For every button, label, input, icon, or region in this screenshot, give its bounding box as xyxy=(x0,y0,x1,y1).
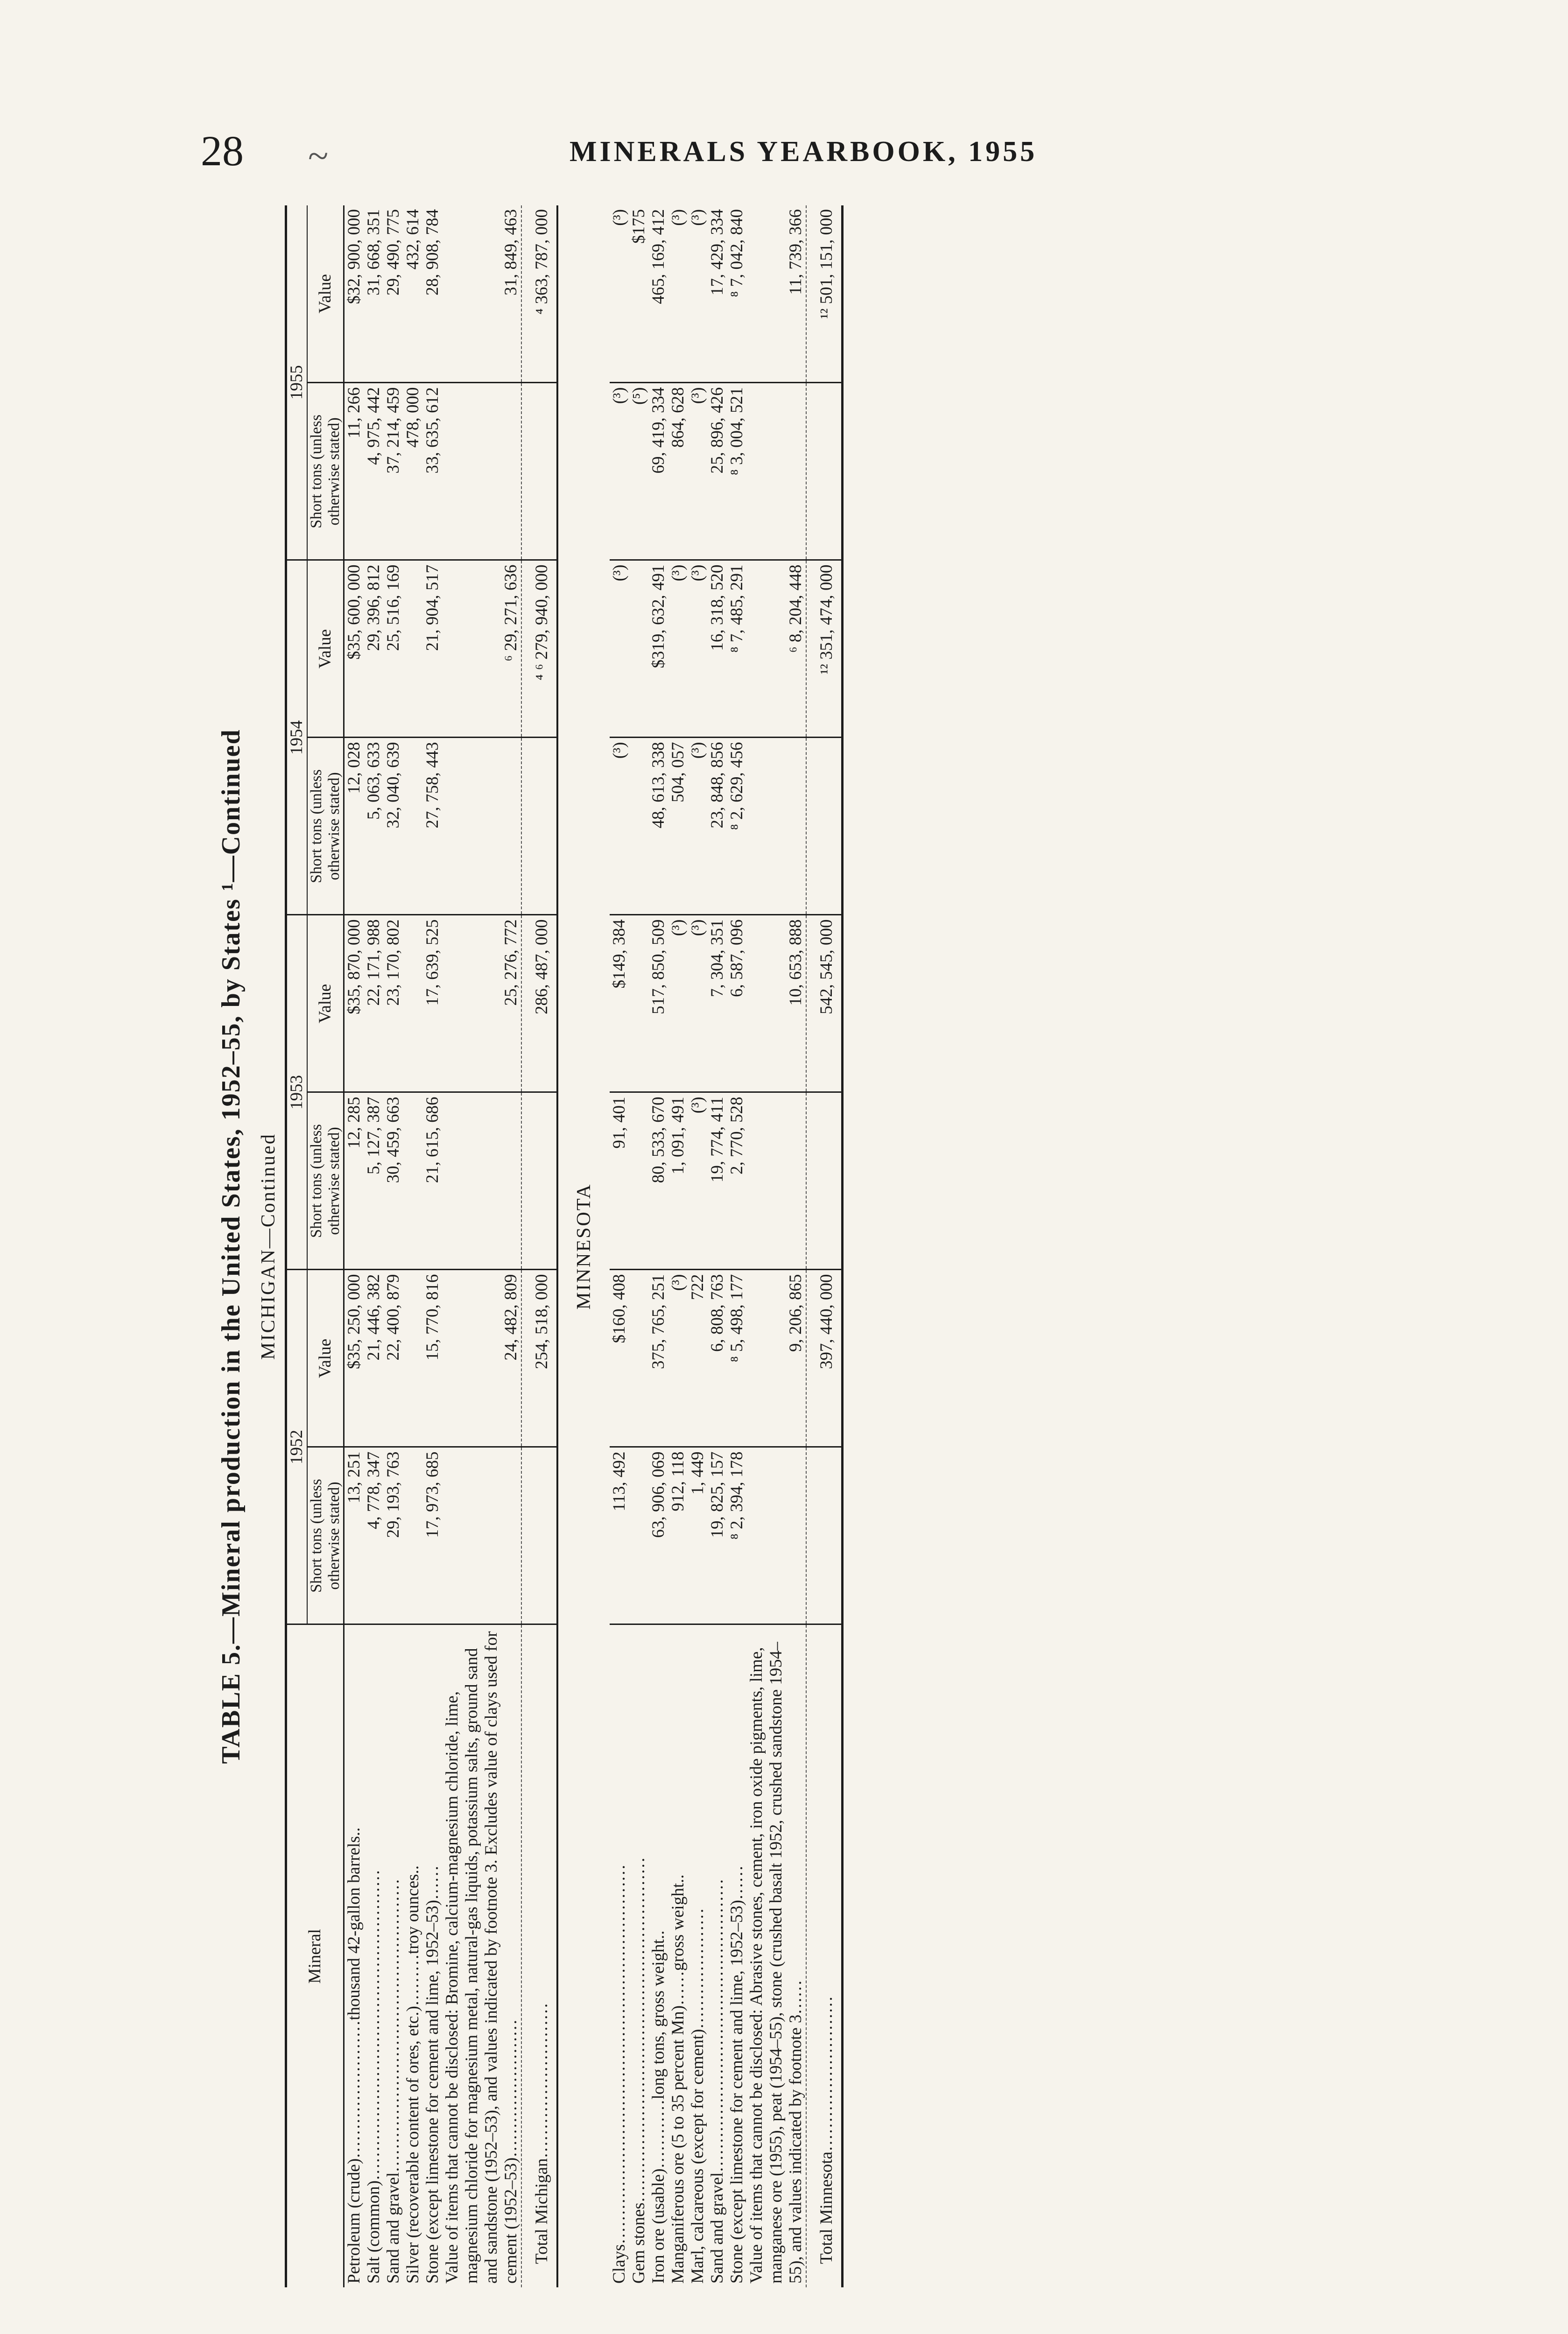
cell-quantity: 912, 118 xyxy=(668,1447,688,1624)
cell-quantity: (⁵) xyxy=(629,383,649,560)
cell-value: (³) xyxy=(668,205,688,383)
cell-quantity: 25, 896, 426 xyxy=(708,383,727,560)
mineral-label: Sand and gravel…………………………………………… xyxy=(384,1878,403,2284)
cell-value: (³) xyxy=(668,560,688,738)
mineral-label: Manganiferous ore (5 to 35 percent Mn)……gross weight.. xyxy=(668,1874,688,2284)
cell-quantity: 19, 825, 157 xyxy=(708,1447,727,1624)
cell-value: 11, 739, 366 xyxy=(747,205,806,383)
cell-quantity: 4, 778, 347 xyxy=(364,1447,384,1624)
table-row xyxy=(610,205,629,2287)
cell-value: $35, 600, 000 xyxy=(344,560,365,738)
running-head xyxy=(201,126,1256,177)
cell-quantity: 4, 975, 442 xyxy=(364,383,384,560)
cell-quantity xyxy=(403,738,423,915)
table-row xyxy=(668,205,688,2287)
cell-value: ⁸ 7, 042, 840 xyxy=(727,205,747,383)
cell-quantity: 2, 770, 528 xyxy=(727,1092,747,1270)
total-label: Total Michigan……………………… xyxy=(521,1624,557,2287)
cell-quantity: 864, 628 xyxy=(668,383,688,560)
cell-value: 25, 276, 772 xyxy=(443,915,521,1092)
table-row xyxy=(708,205,727,2287)
section-title-michigan: MICHIGAN—Continued xyxy=(258,1133,279,1360)
cell-value: (³) xyxy=(668,1270,688,1447)
mineral-label: Marl, calcareous (except for cement)………………… xyxy=(688,1908,707,2284)
column-header-value: Value xyxy=(307,1270,344,1447)
cell-value: 31, 849, 463 xyxy=(443,205,521,383)
rotated-table-block xyxy=(210,205,1288,2287)
table-row xyxy=(747,205,806,2287)
cell-value: 432, 614 xyxy=(403,205,423,383)
cell-quantity xyxy=(747,738,806,915)
total-value: 254, 518, 000 xyxy=(521,1270,557,1447)
cell-quantity: 17, 973, 685 xyxy=(423,1447,443,1624)
cell-quantity: 33, 635, 612 xyxy=(423,383,443,560)
column-header-quantity: Short tons (unless otherwise stated) xyxy=(307,1092,344,1270)
table-row xyxy=(649,205,668,2287)
cell-quantity: 48, 613, 338 xyxy=(649,738,668,915)
cell-value: 722 xyxy=(688,1270,708,1447)
cell-value: (³) xyxy=(688,560,708,738)
total-value: 542, 545, 000 xyxy=(806,915,843,1092)
table-row xyxy=(727,205,747,2287)
table-row xyxy=(443,205,521,2287)
printer-mark-icon: ~ xyxy=(308,136,329,177)
cell-quantity xyxy=(403,1092,423,1270)
cell-quantity: 1, 091, 491 xyxy=(668,1092,688,1270)
table-row xyxy=(423,205,443,2287)
cell-value: ⁶ 29, 271, 636 xyxy=(443,560,521,738)
cell-value xyxy=(403,915,423,1092)
mineral-label: Sand and gravel…………………………………………… xyxy=(708,1878,727,2284)
cell-value: 17, 639, 525 xyxy=(423,915,443,1092)
cell-quantity xyxy=(443,738,521,915)
table-row xyxy=(688,205,708,2287)
cell-quantity xyxy=(629,1092,649,1270)
cell-value: (³) xyxy=(668,915,688,1092)
running-title: MINERALS YEARBOOK, 1955 xyxy=(570,136,1038,168)
cell-value: $35, 250, 000 xyxy=(344,1270,365,1447)
page-number: 28 xyxy=(201,127,244,175)
cell-quantity: 80, 533, 670 xyxy=(649,1092,668,1270)
cell-quantity xyxy=(443,1092,521,1270)
cell-value: 375, 765, 251 xyxy=(649,1270,668,1447)
column-header-value: Value xyxy=(307,915,344,1092)
cell-quantity: 12, 028 xyxy=(344,738,365,915)
cell-quantity: (³) xyxy=(688,1092,708,1270)
table-row xyxy=(384,205,403,2287)
cell-value: $149, 384 xyxy=(610,915,629,1092)
cell-value xyxy=(629,1270,649,1447)
cell-quantity: 11, 266 xyxy=(344,383,365,560)
column-header-mineral: Mineral xyxy=(286,1624,344,2287)
cell-value: $35, 870, 000 xyxy=(344,915,365,1092)
mineral-label: Petroleum (crude)……………………thousand 42-gallon barrels.. xyxy=(345,1827,364,2284)
total-row-minnesota xyxy=(806,205,843,2287)
total-value: ⁴ ⁶ 279, 940, 000 xyxy=(521,560,557,738)
cell-value: $32, 900, 000 xyxy=(344,205,365,383)
cell-quantity: (³) xyxy=(610,383,629,560)
column-header-value: Value xyxy=(307,560,344,738)
cell-quantity: ⁸ 2, 629, 456 xyxy=(727,738,747,915)
cell-value: 465, 169, 412 xyxy=(649,205,668,383)
mineral-label: Value of items that cannot be disclosed: Abrasive stones, cement, iron oxide pigments, lime, manganese ore (1955), peat (1954–55), stone (crushed basalt 1952, crushed sandstone 1954–55), and values indicated by footnote 3…… xyxy=(747,1642,805,2284)
mineral-label: Silver (recoverable content of ores, etc.)………troy ounces.. xyxy=(403,1865,422,2284)
cell-value: 16, 318, 520 xyxy=(708,560,727,738)
cell-quantity: 27, 758, 443 xyxy=(423,738,443,915)
cell-value: (³) xyxy=(610,560,629,738)
column-header-value: Value xyxy=(307,205,344,383)
cell-value: 29, 396, 812 xyxy=(364,560,384,738)
total-value: ⁴ 363, 787, 000 xyxy=(521,205,557,383)
cell-quantity: 12, 285 xyxy=(344,1092,365,1270)
section-title-minnesota: MINNESOTA xyxy=(557,205,610,2287)
cell-quantity: 19, 774, 411 xyxy=(708,1092,727,1270)
cell-value xyxy=(629,915,649,1092)
cell-value: 23, 170, 802 xyxy=(384,915,403,1092)
cell-value: 25, 516, 169 xyxy=(384,560,403,738)
cell-value: 21, 904, 517 xyxy=(423,560,443,738)
cell-value: ⁸ 7, 485, 291 xyxy=(727,560,747,738)
cell-quantity xyxy=(747,1447,806,1624)
cell-value: (³) xyxy=(688,915,708,1092)
total-label: Total Minnesota……………………… xyxy=(806,1624,843,2287)
cell-quantity: 91, 401 xyxy=(610,1092,629,1270)
cell-value xyxy=(629,560,649,738)
cell-quantity: 21, 615, 686 xyxy=(423,1092,443,1270)
total-value: ¹² 351, 474, 000 xyxy=(806,560,843,738)
cell-value: 21, 446, 382 xyxy=(364,1270,384,1447)
cell-quantity: 63, 906, 069 xyxy=(649,1447,668,1624)
cell-value xyxy=(403,1270,423,1447)
mineral-label: Stone (except limestone for cement and lime, 1952–53)…… xyxy=(423,1865,442,2284)
cell-value: (³) xyxy=(688,205,708,383)
year-header-1953: 1953 xyxy=(286,915,308,1270)
cell-quantity xyxy=(443,383,521,560)
cell-quantity: (³) xyxy=(610,738,629,915)
mineral-label: Iron ore (usable)…………long tons, gross weight.. xyxy=(649,1930,668,2284)
cell-quantity xyxy=(747,383,806,560)
cell-value: 517, 850, 509 xyxy=(649,915,668,1092)
cell-quantity: (³) xyxy=(688,738,708,915)
year-header-1952: 1952 xyxy=(286,1270,308,1624)
mineral-label: Salt (common)……………………………………………… xyxy=(364,1870,383,2284)
total-value: 397, 440, 000 xyxy=(806,1270,843,1447)
cell-quantity: ⁸ 2, 394, 178 xyxy=(727,1447,747,1624)
cell-quantity: 23, 848, 856 xyxy=(708,738,727,915)
cell-value: 22, 171, 988 xyxy=(364,915,384,1092)
cell-quantity: (³) xyxy=(688,383,708,560)
cell-value: 6, 808, 763 xyxy=(708,1270,727,1447)
section-row-minnesota xyxy=(557,205,610,2287)
cell-value xyxy=(403,560,423,738)
cell-value: 17, 429, 334 xyxy=(708,205,727,383)
total-value: 286, 487, 000 xyxy=(521,915,557,1092)
cell-value: 24, 482, 809 xyxy=(443,1270,521,1447)
cell-quantity: 69, 419, 334 xyxy=(649,383,668,560)
total-row-michigan xyxy=(521,205,557,2287)
cell-quantity xyxy=(629,1447,649,1624)
cell-value: ⁸ 5, 498, 177 xyxy=(727,1270,747,1447)
cell-value: 9, 206, 865 xyxy=(747,1270,806,1447)
mineral-label: Stone (except limestone for cement and lime, 1952–53)…… xyxy=(727,1865,746,2284)
cell-value: $160, 408 xyxy=(610,1270,629,1447)
cell-value: 7, 304, 351 xyxy=(708,915,727,1092)
mineral-label: Gem stones…………………………………………………… xyxy=(629,1857,648,2284)
mineral-label: Clays………………………………………………………… xyxy=(610,1864,629,2284)
cell-quantity: 29, 193, 763 xyxy=(384,1447,403,1624)
year-header-1954: 1954 xyxy=(286,560,308,915)
cell-quantity: 30, 459, 663 xyxy=(384,1092,403,1270)
cell-quantity: 32, 040, 639 xyxy=(384,738,403,915)
column-header-quantity: Short tons (unless otherwise stated) xyxy=(307,1447,344,1624)
cell-quantity xyxy=(443,1447,521,1624)
table-row xyxy=(344,205,365,2287)
production-table xyxy=(285,205,844,2287)
table-row xyxy=(364,205,384,2287)
cell-value: 29, 490, 775 xyxy=(384,205,403,383)
cell-quantity xyxy=(629,738,649,915)
cell-value: $319, 632, 491 xyxy=(649,560,668,738)
mineral-label: Value of items that cannot be disclosed: Bromine, calcium-magnesium chloride, lime, magnesium chloride for magnesium metal, natural-gas liquids, potassium salts, ground sand and sandstone (1952–53), and values indicated by footnote 3. Excludes value of clays used for cement (1952–53)…………………… xyxy=(443,1631,520,2284)
cell-value: 10, 653, 888 xyxy=(747,915,806,1092)
total-value: ¹² 501, 151, 000 xyxy=(806,205,843,383)
cell-quantity: 478, 000 xyxy=(403,383,423,560)
cell-value: 6, 587, 096 xyxy=(727,915,747,1092)
cell-quantity: 37, 214, 459 xyxy=(384,383,403,560)
cell-value: 15, 770, 816 xyxy=(423,1270,443,1447)
cell-quantity: 13, 251 xyxy=(344,1447,365,1624)
cell-value: (³) xyxy=(610,205,629,383)
column-header-quantity: Short tons (unless otherwise stated) xyxy=(307,738,344,915)
cell-quantity xyxy=(747,1092,806,1270)
cell-quantity: 5, 127, 387 xyxy=(364,1092,384,1270)
cell-quantity: 1, 449 xyxy=(688,1447,708,1624)
cell-quantity: 5, 063, 633 xyxy=(364,738,384,915)
year-header-1955: 1955 xyxy=(286,205,308,560)
cell-value: 31, 668, 351 xyxy=(364,205,384,383)
table-row xyxy=(629,205,649,2287)
cell-quantity: ⁸ 3, 004, 521 xyxy=(727,383,747,560)
cell-value: ⁶ 8, 204, 448 xyxy=(747,560,806,738)
cell-value: $175 xyxy=(629,205,649,383)
cell-value: 28, 908, 784 xyxy=(423,205,443,383)
table-row xyxy=(403,205,423,2287)
column-header-quantity: Short tons (unless otherwise stated) xyxy=(307,383,344,560)
cell-value: 22, 400, 879 xyxy=(384,1270,403,1447)
cell-quantity xyxy=(403,1447,423,1624)
cell-quantity: 113, 492 xyxy=(610,1447,629,1624)
cell-quantity: 504, 057 xyxy=(668,738,688,915)
table-title: TABLE 5.—Mineral production in the United States, 1952–55, by States ¹—Continued xyxy=(217,729,246,1764)
